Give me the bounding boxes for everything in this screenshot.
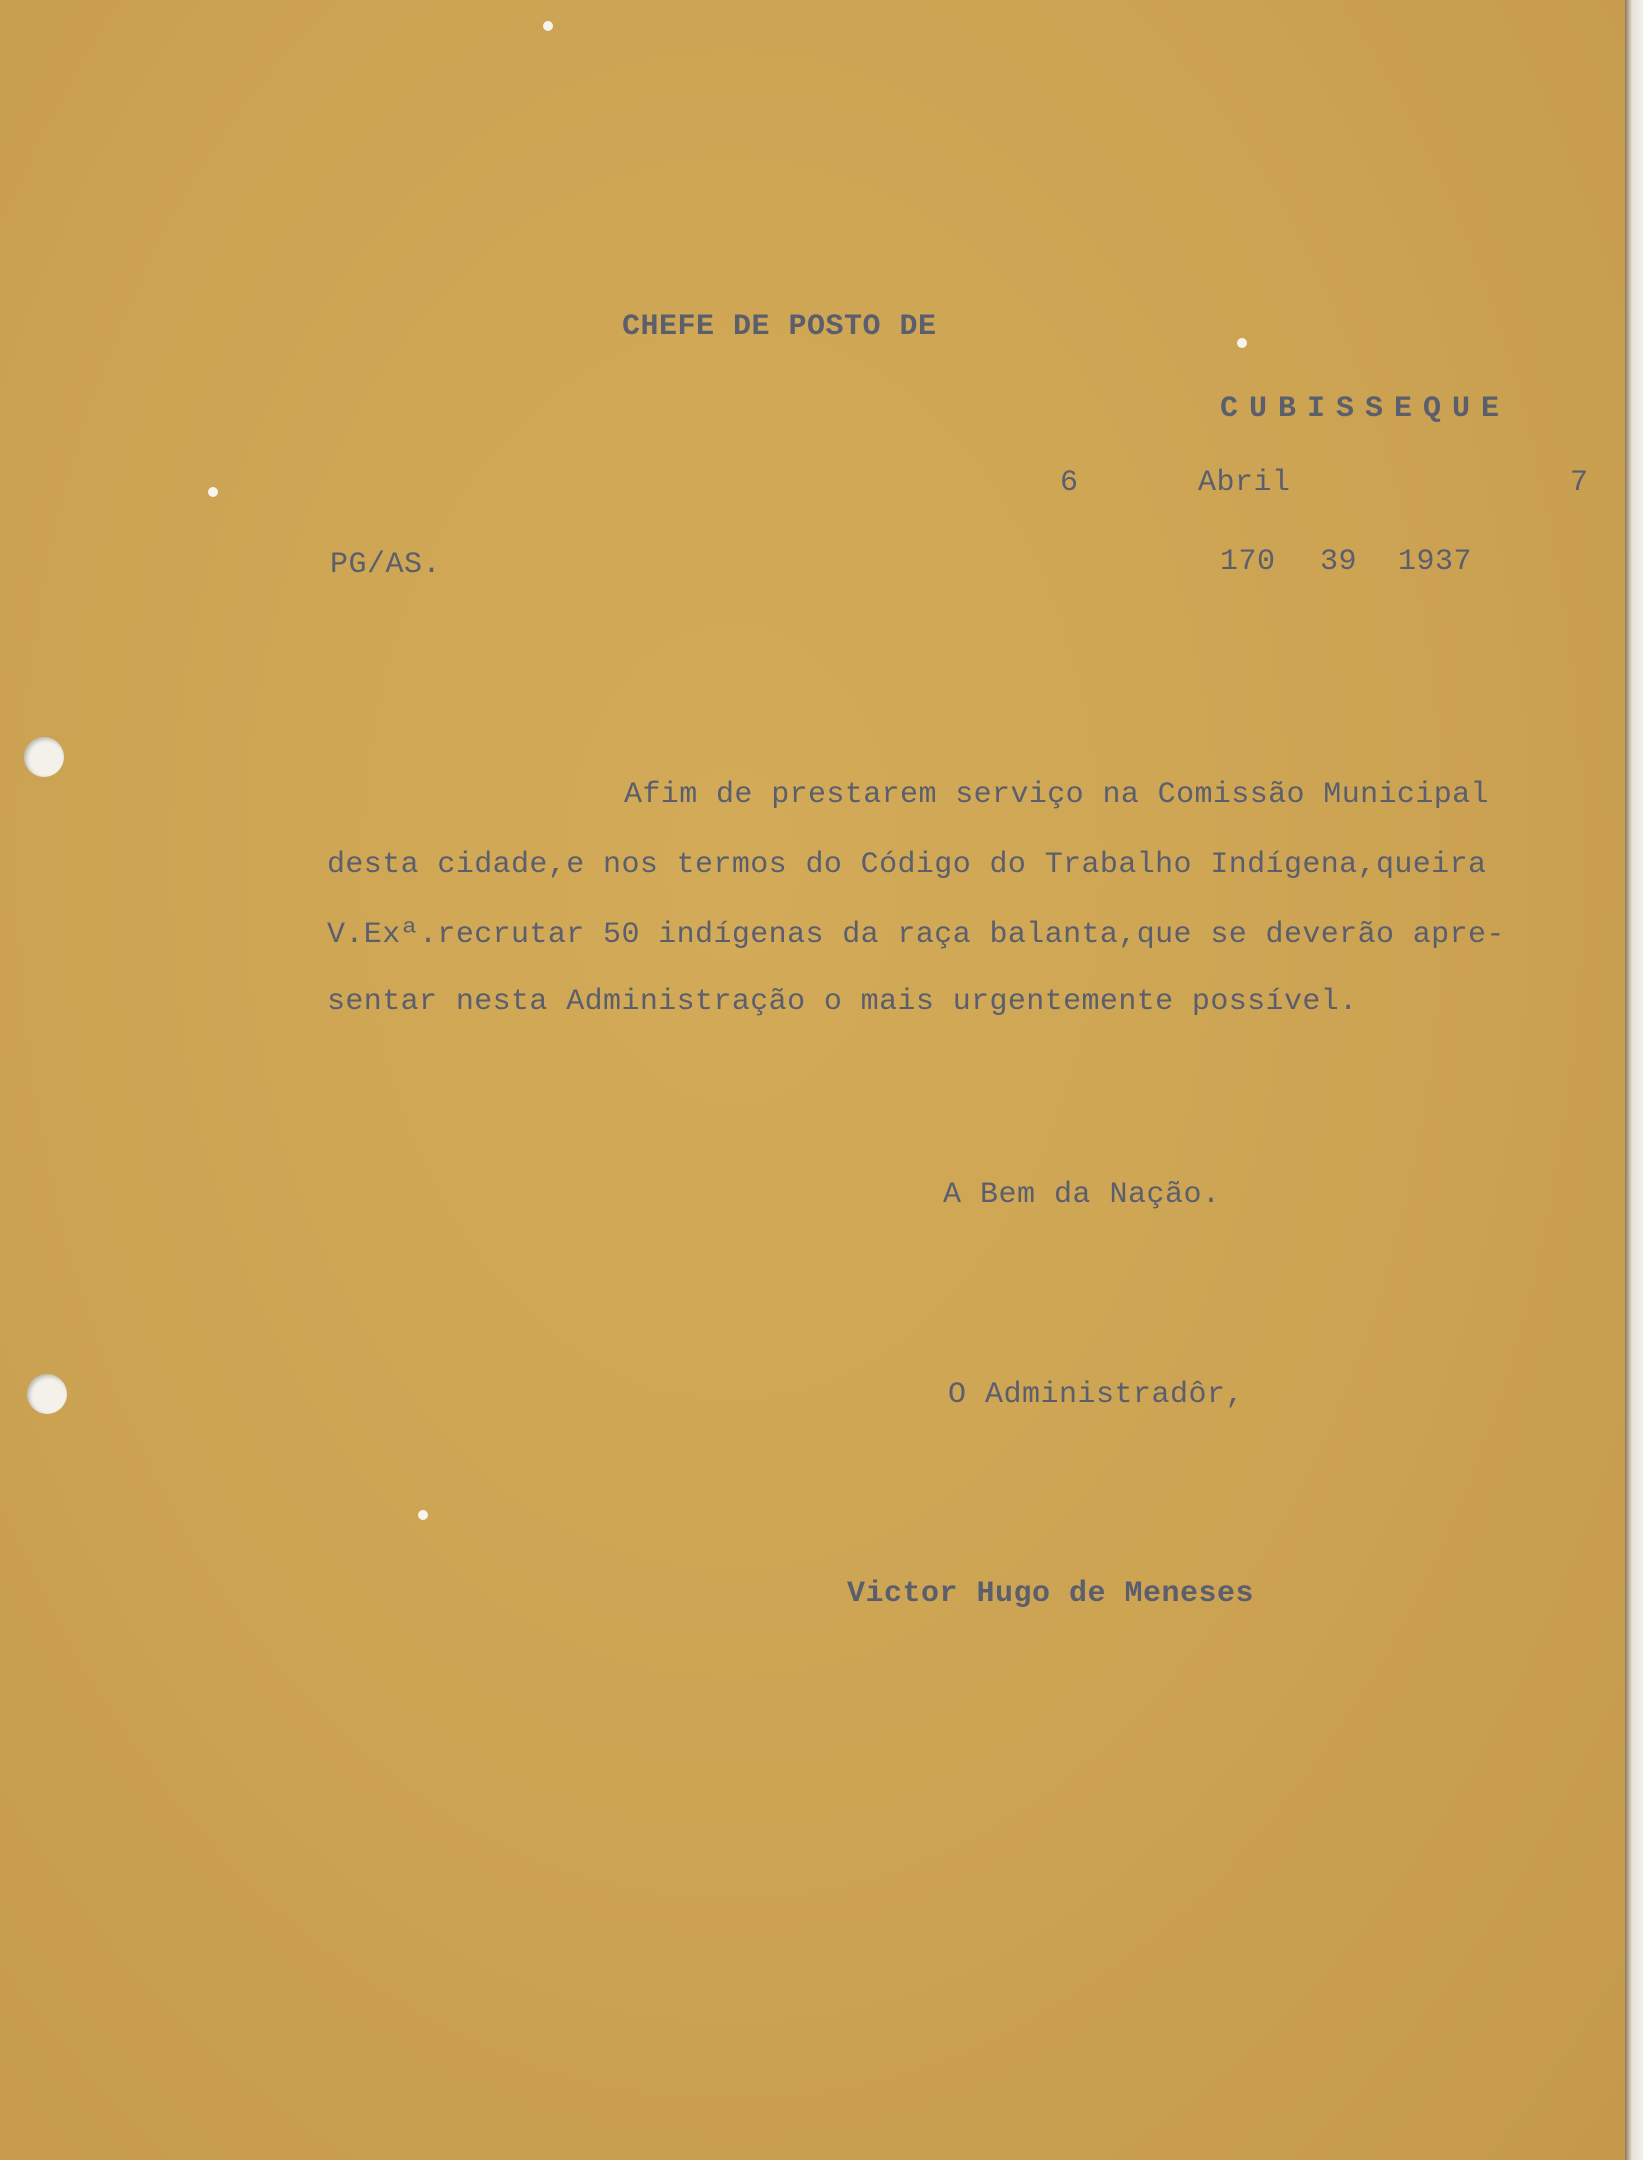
body-line: V.Exª.recrutar 50 indígenas da raça balanta,que se deverão apre-: [327, 918, 1505, 952]
paper-speck: [543, 21, 553, 31]
signature-name: Victor Hugo de Meneses: [847, 1577, 1255, 1611]
signature-title: O Administradôr,: [948, 1378, 1245, 1412]
document-year: 1937: [1398, 545, 1473, 579]
body-line: Afim de prestarem serviço na Comissão Municipal: [624, 778, 1489, 812]
scan-edge: [1625, 0, 1643, 2160]
paper-speck: [1237, 338, 1247, 348]
recipient-location: CUBISSEQUE: [1220, 392, 1511, 426]
paper-speck: [208, 487, 218, 497]
closing-salutation: A Bem da Nação.: [943, 1178, 1221, 1212]
date-day: 6: [1060, 466, 1079, 500]
date-year-suffix: 7: [1570, 466, 1589, 500]
punch-hole: [24, 737, 64, 777]
body-line: sentar nesta Administração o mais urgentemente possível.: [327, 985, 1358, 1019]
body-line: desta cidade,e nos termos do Código do Trabalho Indígena,queira: [327, 848, 1487, 882]
document-number: 170: [1220, 545, 1276, 579]
date-month: Abril: [1198, 466, 1291, 500]
reference-code: PG/AS.: [330, 548, 442, 582]
punch-hole: [27, 1374, 67, 1414]
recipient-title: CHEFE DE POSTO DE: [622, 310, 937, 344]
paper-speck: [418, 1510, 428, 1520]
document-number: 39: [1320, 545, 1358, 579]
